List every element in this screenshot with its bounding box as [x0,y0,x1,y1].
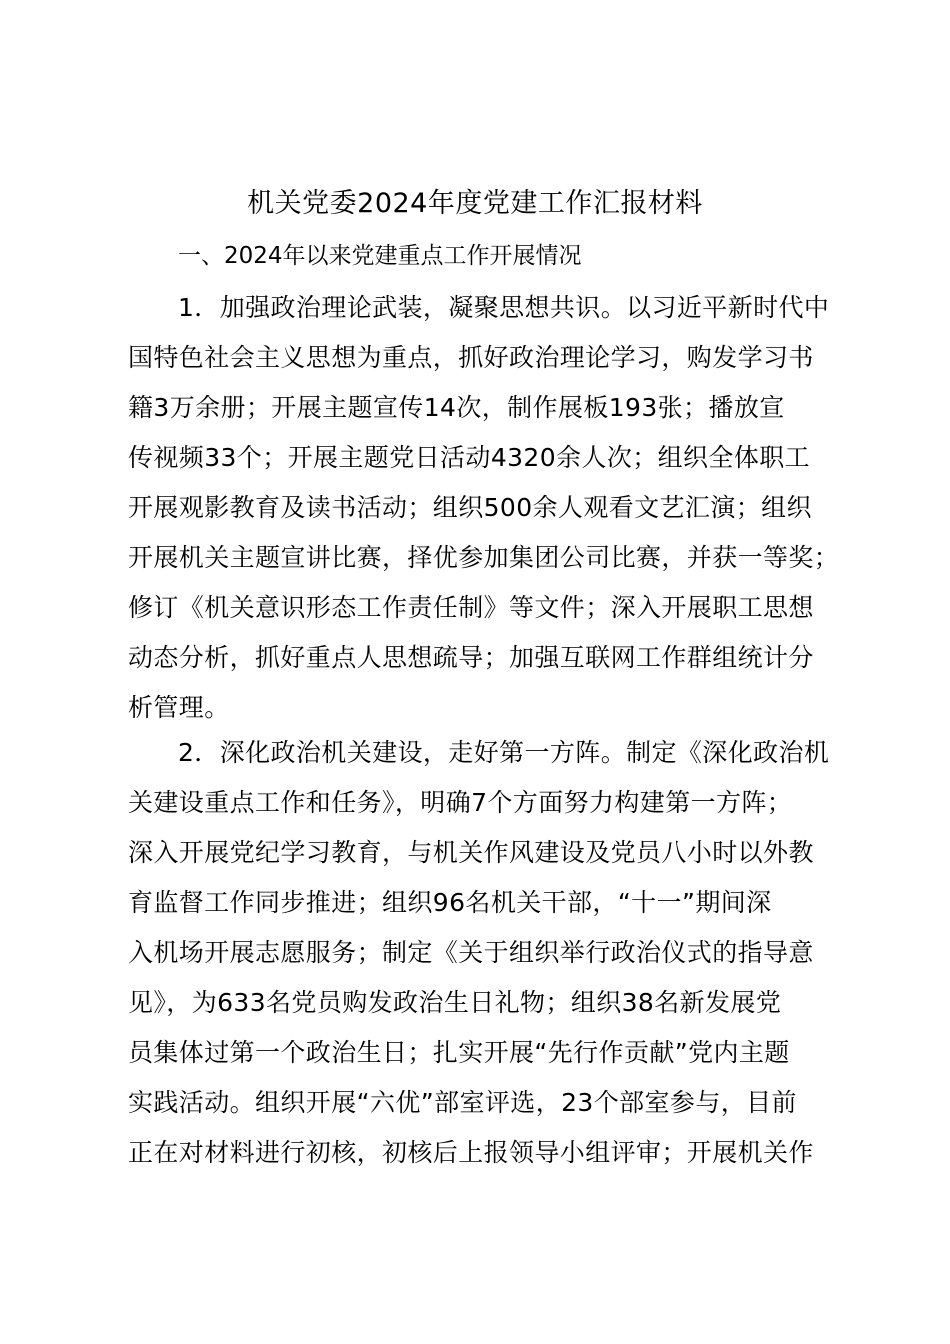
paragraph-line: 2．深化政治机关建设，走好第一方阵。制定《深化政治机 [178,738,830,767]
paragraph-line: 1．加强政治理论武装，凝聚思想共识。以习近平新时代中 [178,293,830,322]
paragraph-line: 关建设重点工作和任务》，明确7个方面努力构建第一方阵； [128,788,793,817]
paragraph-1 [128,283,840,733]
paragraph-line: 开展观影教育及读书活动；组织500余人观看文艺汇演；组织 [128,493,812,522]
paragraph-line: 深入开展党纪学习教育，与机关作风建设及党员八小时以外教 [128,838,814,867]
paragraph-line: 入机场开展志愿服务；制定《关于组织举行政治仪式的指导意 [128,938,814,967]
paragraph-line: 正在对材料进行初核，初核后上报领导小组评审；开展机关作 [128,1138,814,1167]
document-title: 机关党委2024年度党建工作汇报材料 [247,188,703,219]
paragraph-line: 见》，为633名党员购发政治生日礼物；组织38名新发展党 [128,988,782,1017]
section-heading: 一、2024年以来党建重点工作开展情况 [178,243,582,269]
paragraph-line: 动态分析，抓好重点人思想疏导；加强互联网工作群组统计分 [128,643,814,672]
paragraph-line: 实践活动。组织开展“六优”部室评选，23个部室参与，目前 [128,1088,797,1117]
paragraph-line: 修订《机关意识形态工作责任制》等文件；深入开展职工思想 [128,593,814,622]
paragraph-line: 析管理。 [128,693,230,722]
paragraph-2 [128,728,834,1178]
paragraph-line: 国特色社会主义思想为重点，抓好政治理论学习，购发学习书 [128,343,814,372]
paragraph-line: 员集体过第一个政治生日；扎实开展“先行作贡献”党内主题 [128,1038,790,1067]
paragraph-line: 传视频33个；开展主题党日活动4320余人次；组织全体职工 [128,443,811,472]
paragraph-line: 育监督工作同步推进；组织96名机关干部，“十一”期间深 [128,888,772,917]
paragraph-line: 籍3万余册；开展主题宣传14次，制作展板193张；播放宣 [128,393,785,422]
paragraph-line: 开展机关主题宣讲比赛，择优参加集团公司比赛，并获一等奖； [128,543,840,572]
